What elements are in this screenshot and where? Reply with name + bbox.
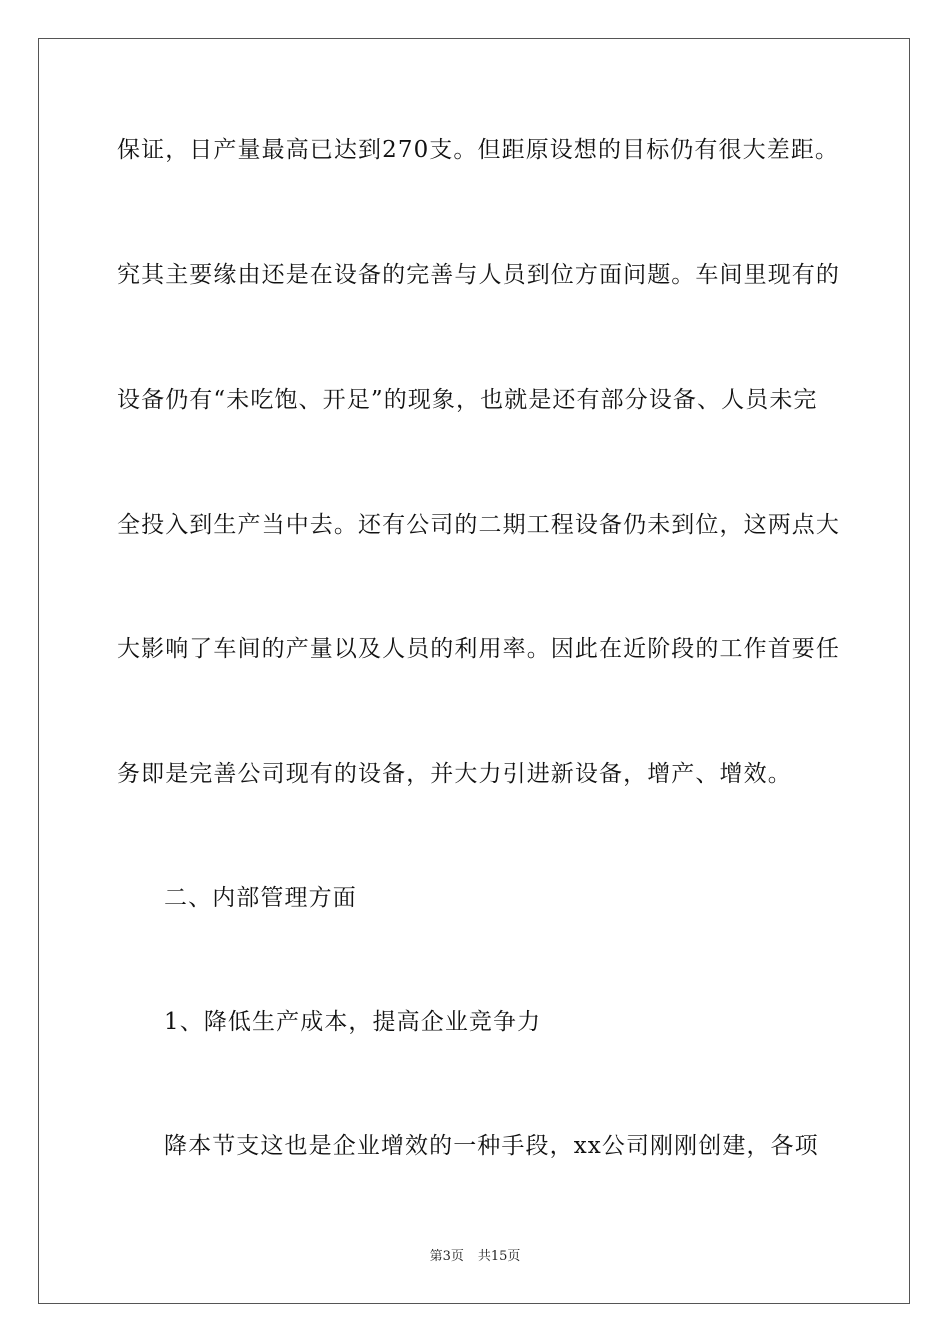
subsection-heading: 1、降低生产成本，提高企业竞争力: [164, 1009, 542, 1035]
body-text-line: 保证，日产量最高已达到270支。但距原设想的目标仍有很大差距。: [117, 137, 839, 163]
body-text-line: 究其主要缘由还是在设备的完善与人员到位方面问题。车间里现有的: [117, 262, 840, 288]
body-text-line: 设备仍有“未吃饱、开足”的现象，也就是还有部分设备、人员未完: [117, 387, 818, 413]
body-text-line: 全投入到生产当中去。还有公司的二期工程设备仍未到位，这两点大: [117, 512, 840, 538]
page-footer: [0, 1248, 950, 1266]
body-text-line: 大影响了车间的产量以及人员的利用率。因此在近阶段的工作首要任: [117, 636, 840, 662]
section-heading: 二、内部管理方面: [164, 885, 357, 911]
body-text-line: 降本节支这也是企业增效的一种手段，xx公司刚刚创建，各项: [164, 1133, 819, 1159]
page-border: [38, 38, 910, 1304]
body-text-line: 务即是完善公司现有的设备，并大力引进新设备，增产、增效。: [117, 761, 792, 787]
total-pages: 共15页: [477, 1249, 521, 1264]
page-number: 第3页: [429, 1249, 464, 1264]
